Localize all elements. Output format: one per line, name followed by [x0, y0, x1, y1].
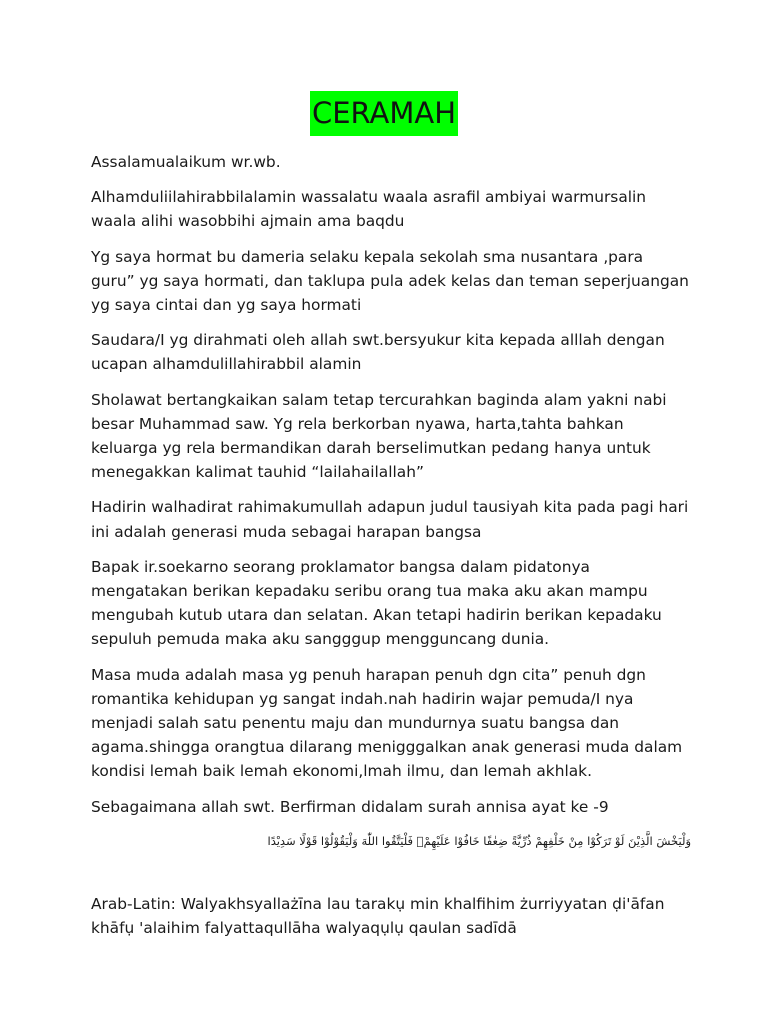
- paragraph-sholawat: Sholawat bertangkaikan salam tetap tercurahkan baginda alam yakni nabi besar Muhammad saw. Yg rela berkorban nyawa, harta,tahta bahkan keluarga yg rela bermandikan darah berselimutkan pedang hanya untuk menegakkan kalimat tauhid “lailahailallah”: [91, 390, 667, 482]
- paragraph-hamdalah: Alhamduliilahirabbilalamin wassalatu waala asrafil ambiyai warmursalin waala alihi wasobbihi ajmain ama baqdu: [91, 188, 647, 231]
- paragraph-greeting: Assalamualaikum wr.wb.: [91, 153, 281, 171]
- paragraph-youth: Masa muda adalah masa yg penuh harapan penuh dgn cita” penuh dgn romantika kehidupan yg sangat indah.nah hadirin wajar pemuda/I nya menjadi salah satu penentu maju dan mundurnya suatu bangsa dan agama.shingga orangtua dilarang menigggalkan anak generasi muda dalam kondisi lemah baik lemah ekonomi,lmah ilmu, dan lemah akhlak.: [91, 665, 683, 781]
- paragraph-gratitude: Saudara/I yg dirahmati oleh allah swt.bersyukur kita kepada alllah dengan ucapan alhamdulillahirabbil alamin: [91, 331, 665, 374]
- arabic-verse: وَلْيَخْشَ الَّذِيْنَ لَوْ تَرَكُوْا مِنْ خَلْفِهِمْ ذُرِّيَّةً ضِعٰفًا خَافُوْا عَلَيْهِمْۖ فَلْيَتَّقُوا اللّٰهَ وَلْيَقُوْلُوْا قَوْلًا سَدِيْدًا: [267, 833, 691, 848]
- paragraph-topic: Hadirin walhadirat rahimakumullah adapun judul tausiyah kita pada pagi hari ini adalah generasi muda sebagai harapan bangsa: [91, 498, 689, 541]
- paragraph-soekarno-quote: Bapak ir.soekarno seorang proklamator bangsa dalam pidatonya mengatakan berikan kepadaku seribu orang tua maka aku akan mampu mengubah kutub utara dan selatan. Akan tetapi hadirin berikan kepadaku sepuluh pemuda maka aku sangggup mengguncang dunia.: [91, 557, 662, 649]
- paragraph-respect: Yg saya hormat bu dameria selaku kepala sekolah sma nusantara ‚para guru” yg saya hormati, dan taklupa pula adek kelas dan teman seperjuangan yg saya cintai dan yg saya hormati: [91, 247, 689, 315]
- document-body: [91, 150, 691, 951]
- page-title: CERAMAH: [310, 91, 458, 136]
- paragraph-verse-intro: Sebagaimana allah swt. Berfirman didalam surah annisa ayat ke -9: [91, 797, 609, 816]
- paragraph-transliteration: Arab-Latin: Walyakhsyallażīna lau tarakụ min khalfihim żurriyyatan ḍi'āfan khāfụ 'alaihim falyattaqullāha walyaqụlụ qaulan sadīdā: [91, 894, 665, 938]
- title-container: [0, 91, 768, 136]
